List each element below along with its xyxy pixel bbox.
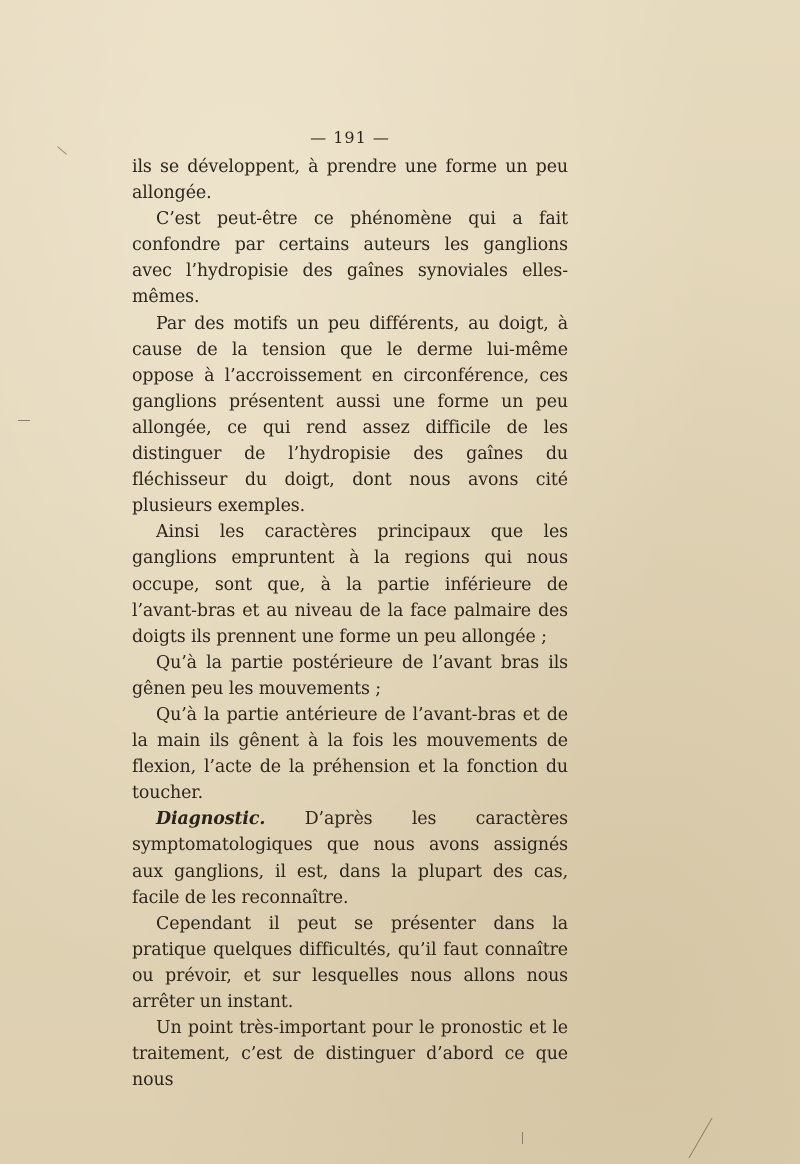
paragraph: Ainsi les caractères principaux que les ganglions empruntent à la regions qui nous occupe, sont que, à la partie inférieure de l’avant-bras et au niveau de la face palmaire des doigts ils prennent une forme un peu allongée ; — [132, 522, 568, 647]
paragraph: Un point très-important pour le pronostic et le traitement, c’est de distinguer d’abord ce que nous — [132, 1018, 568, 1091]
paragraph-diagnostic — [132, 806, 568, 910]
paragraph-continuation: ils se développent, à prendre une forme un peu allongée. — [132, 157, 568, 204]
paragraph: C’est peut-être ce phénomène qui a fait confondre par certains auteurs les ganglions avec l’hydropisie des gaînes synoviales elles-mêmes. — [132, 209, 568, 308]
text-block — [132, 126, 568, 1093]
paragraph: Par des motifs un peu différents, au doigt, à cause de la tension que le derme lui-même oppose à l’accroissement en circonférence, ces ganglions présentent aussi une forme un peu allongée, ce qui rend assez difficile de les distinguer de l’hydropisie des gaînes du fléchisseur du doigt, dont nous avons cité plusieurs exemples. — [132, 313, 568, 517]
paper-speck — [522, 1132, 523, 1144]
page-number: — 191 — — [310, 128, 390, 147]
paragraph-text: D’après les caractères symptomatologiques que nous avons assignés aux ganglions, il est, dans la plupart des cas, facile de les reconnaître. — [132, 809, 568, 908]
paragraph: Qu’à la partie antérieure de l’avant-bras et de la main ils gênent à la fois les mouvements de flexion, l’acte de la préhension et la fonction du toucher. — [132, 704, 568, 804]
paragraph: Cependant il peut se présenter dans la pratique quelques difficultés, qu’il faut connaître ou prévoir, et sur lesquelles nous allons nous arrêter un instant. — [132, 913, 568, 1012]
paragraph: Qu’à la partie postérieure de l’avant bras ils gênen peu les mouvements ; — [132, 652, 568, 699]
paper-crease — [57, 146, 67, 154]
margin-mark — [18, 420, 30, 421]
pencil-mark — [688, 1118, 734, 1158]
section-heading: Diagnostic. — [156, 809, 266, 830]
